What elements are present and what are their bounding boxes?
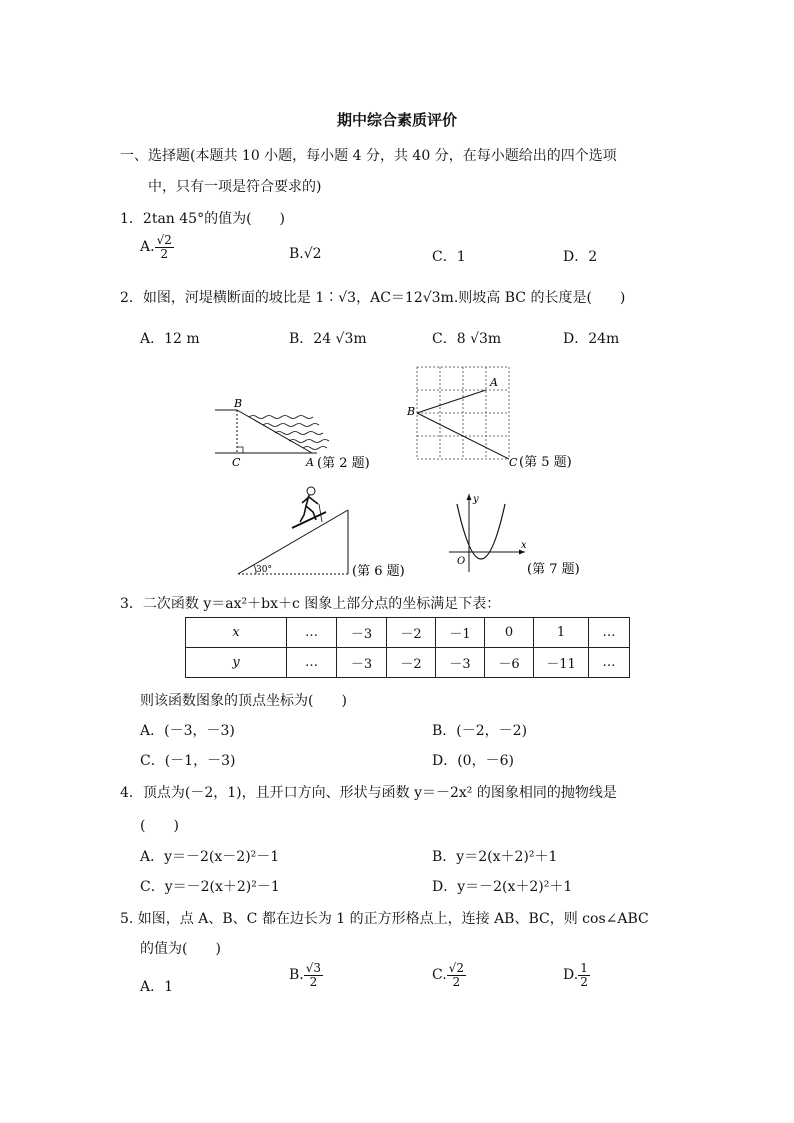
section-heading-line2: 中，只有一项是符合要求的) — [148, 179, 322, 195]
table-row-y — [186, 648, 630, 678]
q5-option-b-denominator: 2 — [309, 974, 318, 989]
table-cell: －3 — [337, 618, 387, 648]
figure-7-parabola — [447, 492, 597, 582]
table-cell: －11 — [534, 648, 589, 678]
q5-stem-line2: 的值为( ) — [140, 941, 221, 957]
table-cell: 0 — [485, 618, 534, 648]
q4-stem: 4．顶点为(－2，1)，且开口方向、形状与函数 y＝－2x² 的图象相同的抛物线是 — [120, 785, 617, 801]
q4-option-d[interactable]: D．y＝－2(x＋2)²＋1 — [432, 879, 573, 895]
q2-option-c[interactable]: C．8 √3m — [432, 331, 502, 347]
q5-option-c[interactable] — [432, 962, 466, 988]
q3-option-a[interactable]: A．(－3，－3) — [140, 723, 235, 739]
q1-stem: 1．2tan 45°的值为( ) — [120, 211, 285, 227]
q5-option-d-fraction — [578, 962, 590, 988]
q3-stem: 3．二次函数 y＝ax²＋bx＋c 图象上部分点的坐标满足下表： — [120, 596, 501, 612]
q5-stem: 5. 如图，点 A、B、C 都在边长为 1 的正方形格点上，连接 AB、BC，则 cos∠ABC — [120, 911, 649, 927]
table-cell: x — [186, 618, 287, 648]
table-cell: y — [186, 648, 287, 678]
q5-option-b-label: B. — [289, 967, 304, 984]
figure-5-grid — [403, 362, 593, 477]
q5-option-b-numerator: √3 — [305, 961, 322, 975]
fig5-label-a: A — [490, 376, 498, 389]
q3-option-b[interactable]: B．(－2，－2) — [432, 723, 528, 739]
q1-option-a-numerator: √2 — [156, 233, 172, 247]
figure-6-skier — [230, 482, 425, 582]
q5-option-b[interactable] — [289, 962, 323, 988]
q1-option-b[interactable] — [289, 246, 322, 262]
fig5-label-c: C — [509, 456, 518, 469]
q4-option-c[interactable]: C．y＝－2(x＋2)²－1 — [140, 879, 280, 895]
q5-option-d-label: D. — [563, 967, 579, 984]
table-cell: －3 — [436, 648, 485, 678]
q5-option-c-numerator: √2 — [448, 961, 464, 975]
table-cell: 1 — [534, 618, 589, 648]
q2-option-b[interactable]: B．24 √3m — [289, 331, 367, 347]
q3-value-table — [185, 617, 630, 678]
q4-answer-paren: ( ) — [140, 818, 179, 834]
fig2-label-b: B — [234, 397, 243, 410]
fig2-label-a: A — [306, 456, 314, 469]
q1-option-a[interactable] — [140, 234, 174, 260]
q2-option-a[interactable]: A．12 m — [140, 331, 200, 347]
q2-option-d[interactable]: D．24m — [563, 331, 620, 347]
q3-option-c[interactable]: C．(－1，－3) — [140, 753, 236, 769]
q5-option-b-fraction — [304, 962, 323, 988]
fig6-angle-label: 30° — [256, 565, 272, 575]
fig7-label-x: x — [521, 540, 527, 551]
fig7-caption: (第 7 题) — [527, 562, 580, 577]
table-cell: －3 — [337, 648, 387, 678]
q5-option-d[interactable] — [563, 962, 590, 988]
fig5-label-b: B — [407, 405, 416, 418]
q5-option-d-denominator: 2 — [580, 974, 588, 989]
q1-option-a-denominator: 2 — [160, 246, 169, 261]
q4-option-b[interactable]: B．y＝2(x＋2)²＋1 — [432, 849, 558, 865]
fig2-caption: (第 2 题) — [317, 456, 370, 471]
table-cell: －1 — [436, 618, 485, 648]
q5-option-c-fraction — [447, 962, 466, 988]
fig6-caption: (第 6 题) — [352, 564, 405, 579]
fig5-caption: (第 5 题) — [519, 455, 572, 470]
table-cell: … — [589, 648, 630, 678]
q5-option-c-label: C. — [432, 967, 447, 984]
table-cell: －2 — [387, 648, 436, 678]
q3-followup: 则该函数图象的顶点坐标为( ) — [140, 693, 347, 709]
page-title: 期中综合素质评价 — [336, 111, 457, 129]
q4-option-a[interactable]: A．y＝－2(x－2)²－1 — [140, 849, 280, 865]
q1-option-b-label: B. — [289, 246, 304, 262]
fig7-label-o: O — [457, 556, 466, 567]
q3-option-d[interactable]: D．(0，－6) — [432, 753, 514, 769]
q1-option-b-value: √2 — [303, 246, 322, 262]
fig2-label-c: C — [232, 456, 241, 469]
table-cell: … — [589, 618, 630, 648]
fig7-label-y: y — [473, 494, 479, 505]
figure-2-embankment — [205, 395, 385, 475]
q1-option-a-fraction — [155, 234, 174, 260]
section-heading-line1: 一、选择题(本题共 10 小题，每小题 4 分，共 40 分，在每小题给出的四个选项 — [120, 148, 617, 164]
table-cell: －6 — [485, 648, 534, 678]
q5-option-a[interactable]: A．1 — [140, 979, 174, 995]
q1-option-c[interactable]: C．1 — [432, 249, 466, 265]
table-row-x — [186, 618, 630, 648]
table-cell: … — [287, 618, 337, 648]
q5-option-d-numerator: 1 — [580, 961, 588, 975]
table-cell: … — [287, 648, 337, 678]
q1-option-a-label: A. — [140, 239, 155, 256]
q5-option-c-denominator: 2 — [452, 974, 461, 989]
skier-icon — [292, 487, 326, 528]
q1-option-d[interactable]: D．2 — [563, 249, 598, 265]
table-cell: －2 — [387, 618, 436, 648]
q2-stem: 2．如图，河堤横断面的坡比是 1∶√3，AC＝12√3m.则坡高 BC 的长度是( ) — [120, 290, 626, 306]
